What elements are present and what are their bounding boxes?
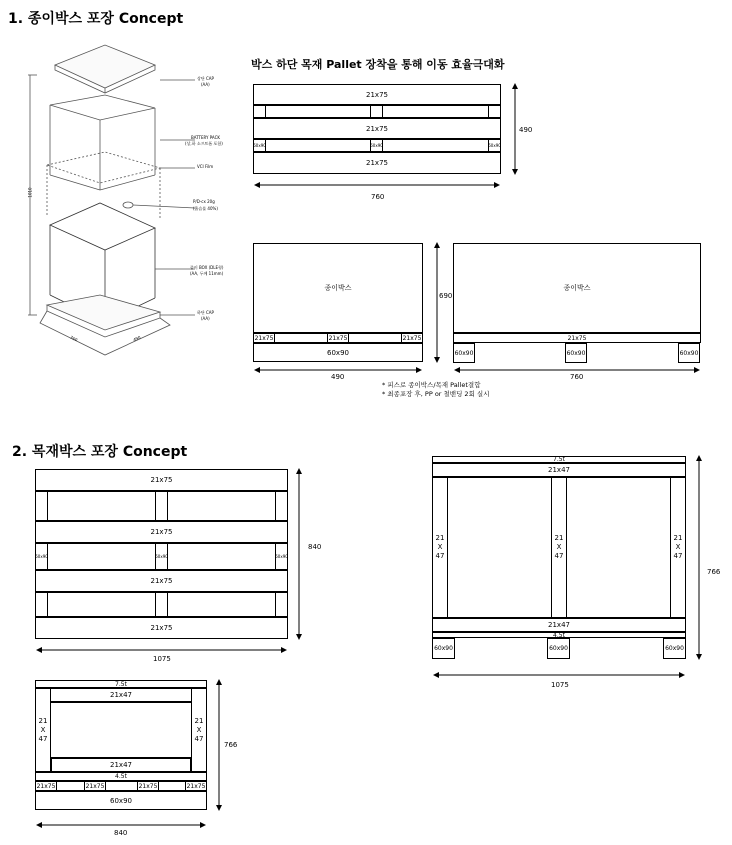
w1-block-labeled: 60x90 (35, 543, 48, 570)
label-top-cap: 상단 CAP (197, 76, 214, 81)
p2-paper-box: 종이박스 (253, 243, 423, 333)
label-battery-pack-sub: (상,하 소프트폼 포함) (185, 141, 223, 146)
p2-board-piece: 21x75 (254, 334, 274, 342)
w1-dim-width: 1075 (153, 655, 171, 663)
w2-post-center: 21 X 47 (551, 477, 567, 618)
label-top-cap-sub: (AA) (201, 82, 210, 87)
w3-rail-top: 21x47 (35, 688, 207, 702)
p1-block-labeled: 60x90 (370, 139, 383, 152)
w2-block: 60x90 (547, 638, 570, 659)
w3-block-row: 60x90 (35, 791, 207, 810)
dim-depth: 760 (69, 334, 79, 343)
note-1: * 피스로 종이박스/목재 Pallet결합 (382, 381, 481, 389)
label-bottom-cap-sub: (AA) (201, 316, 210, 321)
w1-block-labeled: 60x90 (275, 543, 288, 570)
p1-board-top: 21x75 (253, 84, 501, 105)
w2-rail-bottom: 21x47 (432, 618, 686, 632)
w3-post-left: 21 X 47 (35, 688, 51, 772)
w1-block-labeled: 60x90 (155, 543, 168, 570)
label-paper-box-sub: (AA, 두께 11mm) (190, 271, 224, 276)
p1-block-labeled: 60x90 (253, 139, 266, 152)
p3-dim-width: 760 (570, 373, 584, 381)
p3-board: 21x75 (453, 333, 701, 343)
w2-dim-height: 766 (707, 568, 721, 576)
p2-board-piece: 21x75 (402, 334, 422, 342)
w3-board-piece: 21x75 (186, 782, 206, 790)
p2-dim-width: 490 (331, 373, 345, 381)
w2-block: 60x90 (663, 638, 686, 659)
w1-board-top: 21x75 (35, 469, 288, 491)
p1-board-middle: 21x75 (253, 118, 501, 139)
label-vci-film: VCI Film (197, 164, 214, 169)
p1-board-bottom: 21x75 (253, 152, 501, 174)
w3-board-piece: 21x75 (85, 782, 105, 790)
w2-block: 60x90 (432, 638, 455, 659)
p2-board-piece: 21x75 (328, 334, 348, 342)
p3-block: 60x90 (565, 343, 587, 363)
dim-height: 1010 (27, 187, 33, 198)
section2-title: 2. 목재박스 포장 Concept (12, 444, 188, 460)
w2-dim-width: 1075 (551, 681, 569, 689)
label-desiccant-sub: (흡습률 40%) (193, 206, 218, 211)
label-desiccant: P/D-cx 20g (193, 199, 215, 204)
w3-post-right: 21 X 47 (191, 688, 207, 772)
p2-dim-height: 690 (439, 292, 453, 300)
dim-width: 490 (132, 334, 142, 343)
label-battery-pack: BATTERY PACK (191, 135, 220, 140)
p3-block: 60x90 (453, 343, 475, 363)
w2-rail-top: 21x47 (432, 463, 686, 477)
note-2: * 최종포장 후, PP or 철밴딩 2회 실시 (382, 390, 490, 398)
pallet-subtitle: 박스 하단 목재 Pallet 장착을 통해 이동 효율극대화 (251, 58, 505, 71)
w1-dim-height: 840 (308, 543, 322, 551)
w2-post-left: 21 X 47 (432, 477, 448, 618)
section1-title: 1. 종이박스 포장 Concept (8, 11, 184, 27)
p1-dim-height: 490 (519, 126, 533, 134)
p1-block-labeled: 60x90 (488, 139, 501, 152)
w2-bottom-panel: 4.5t (432, 632, 686, 638)
label-paper-box: 종이 BOX (DLE형) (190, 265, 224, 270)
p3-paper-box: 종이박스 (453, 243, 701, 333)
w2-post-right: 21 X 47 (670, 477, 686, 618)
p3-block: 60x90 (678, 343, 700, 363)
w3-dim-height: 766 (224, 741, 238, 749)
w1-board-middle: 21x75 (35, 521, 288, 543)
w3-top-panel: 7.5t (35, 680, 207, 688)
w1-board-3: 21x75 (35, 570, 288, 592)
w3-dim-width: 840 (114, 829, 128, 837)
p2-block-row: 60x90 (253, 343, 423, 362)
p1-dim-width: 760 (371, 193, 385, 201)
w2-top-panel: 7.5t (432, 456, 686, 463)
label-bottom-cap: 하단 CAP (197, 310, 214, 315)
w3-board-piece: 21x75 (36, 782, 56, 790)
w3-bottom-panel: 4.5t (35, 772, 207, 781)
w3-board-piece: 21x75 (138, 782, 158, 790)
w3-rail-bottom: 21x47 (51, 758, 191, 772)
w1-board-bottom: 21x75 (35, 617, 288, 639)
